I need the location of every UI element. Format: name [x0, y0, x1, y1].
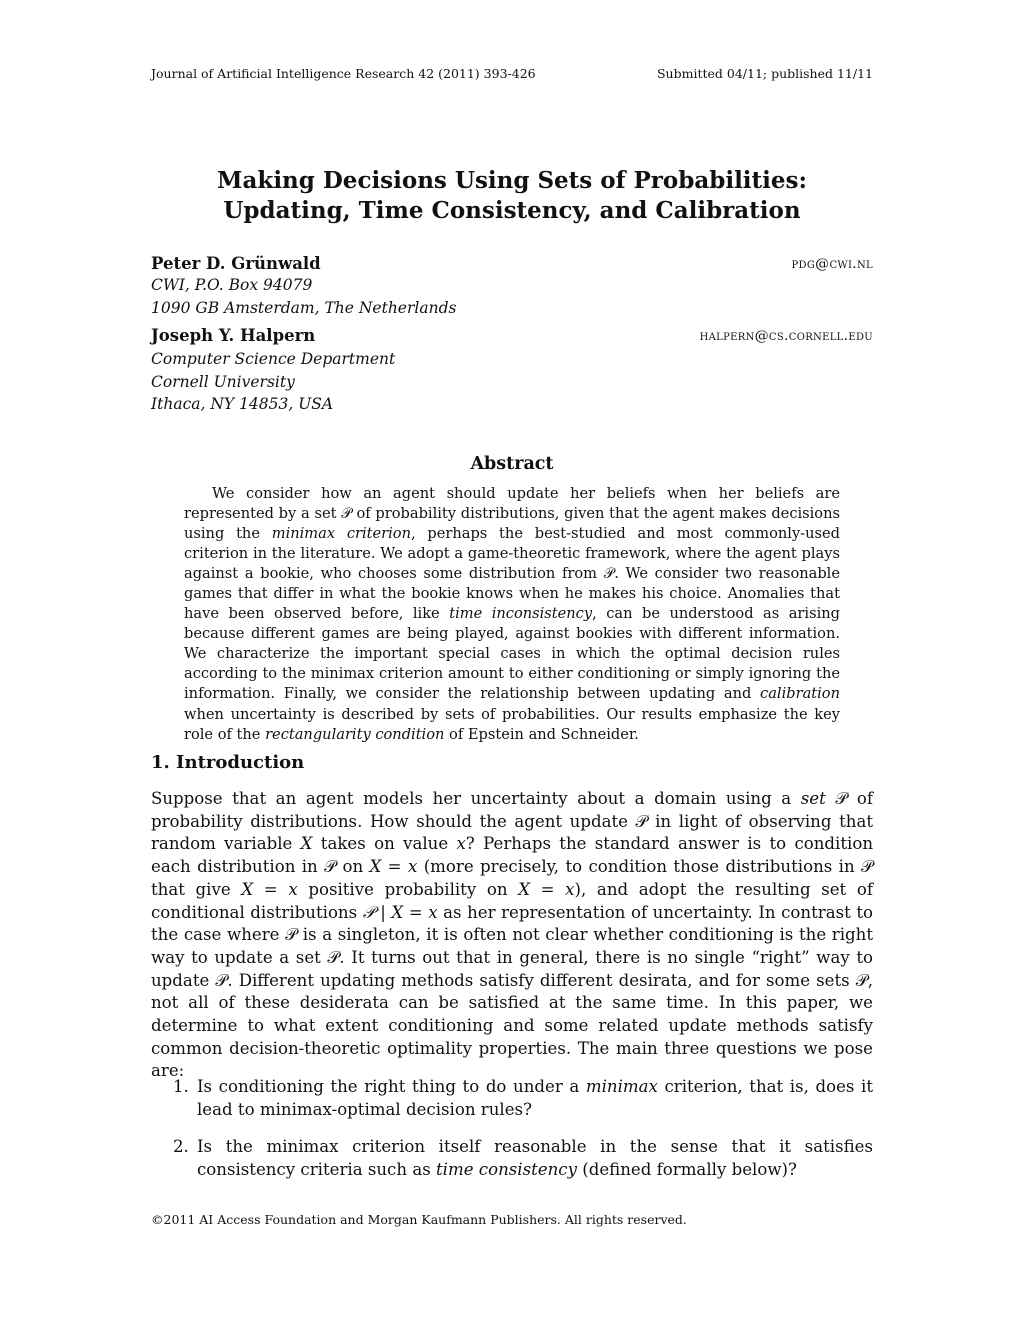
author-email-1: pdg@cwi.nl [791, 256, 873, 272]
introduction-paragraph: Suppose that an agent models her uncertainty about a domain using a set 𝒫 of probability distributions. How should the agent update 𝒫 in light of observing that random variable X takes on value x? Perhaps the standard answer is to condition each distribution in 𝒫 on X = x (more precisely, to condition those distributions in 𝒫 that give X = x positive probability on X = x), and adopt the resulting set of conditional distributions 𝒫 | X = x as her representation of uncertainty. In contrast to the case where 𝒫 is a singleton, it is often not clear whether conditioning is the right way to update a set 𝒫. It turns out that in general, there is no single “right” way to update 𝒫. Different updating methods satisfy different desirata, and for some sets 𝒫, not all of these desiderata can be satisfied at the same time. In this paper, we determine to what extent conditioning and some related update methods satisfy common decision-theoretic optimality properties. The main three questions we pose are: [151, 789, 874, 1081]
copyright-footer: ©2011 AI Access Foundation and Morgan Kaufmann Publishers. All rights reserved. [151, 1212, 687, 1227]
emphasis: minimax criterion [271, 525, 411, 543]
author-affiliation-1 [151, 274, 456, 319]
affiliation-line: Computer Science Department [151, 350, 396, 368]
affiliation-line: Ithaca, NY 14853, USA [151, 395, 334, 413]
title-line-1: Making Decisions Using Sets of Probabilities: [217, 167, 807, 194]
section-heading-introduction: 1. Introduction [151, 752, 305, 773]
affiliation-line: Cornell University [151, 372, 295, 391]
abstract-heading: Abstract [470, 454, 554, 474]
submission-dates: Submitted 04/11; published 11/11 [656, 66, 873, 81]
journal-header: Journal of Artificial Intelligence Research 42 (2011) 393-426 [151, 66, 536, 81]
list-text: Is conditioning the right thing to do under a minimax criterion, that is, does it lead to minimax-optimal decision rules? [197, 1077, 873, 1119]
affiliation-line: 1090 GB Amsterdam, The Netherlands [151, 298, 457, 317]
abstract-body: We consider how an agent should update her beliefs when her beliefs are represented by a set 𝒫 of probability distributions, given that the agent makes decisions using the minimax criterion, perhaps the best-studied and most commonly-used criterion in the literature. We adopt a game-theoretic framework, where the agent plays against a bookie, who chooses some distribution from 𝒫. We consider two reasonable games that differ in what the bookie knows when he makes his choice. Anomalies that have been observed before, like time inconsistency, can be understood as arising because different games are being played, against bookies with different information. We characterize the important special cases in which the optimal decision rules according to the minimax criterion amount to either conditioning or simply ignoring the information. Finally, we consider the relationship between updating and calibration when uncertainty is described by sets of probabilities. Our results emphasize the key role of the rectangularity condition of Epstein and Schneider. [184, 485, 840, 743]
emphasis: time inconsistency [449, 605, 593, 623]
list-number: 1. [173, 1077, 189, 1096]
list-number: 2. [173, 1137, 189, 1156]
emphasis: rectangularity condition [265, 725, 445, 743]
author-email-2: halpern@cs.cornell.edu [699, 328, 873, 344]
title-line-2: Updating, Time Consistency, and Calibration [223, 197, 801, 224]
author-name-2: Joseph Y. Halpern [151, 326, 316, 345]
set-symbol: 𝒫 [341, 505, 352, 523]
affiliation-line: CWI, P.O. Box 94079 [151, 276, 313, 294]
paper-title [0, 166, 1024, 226]
author-name-1: Peter D. Grünwald [151, 254, 321, 273]
emphasis: calibration [760, 685, 840, 703]
set-symbol: 𝒫 [603, 565, 615, 583]
author-affiliation-2 [151, 348, 395, 416]
list-text: Is the minimax criterion itself reasonable in the sense that it satisfies consistency criteria such as time consistency (defined formally below)? [197, 1137, 873, 1179]
